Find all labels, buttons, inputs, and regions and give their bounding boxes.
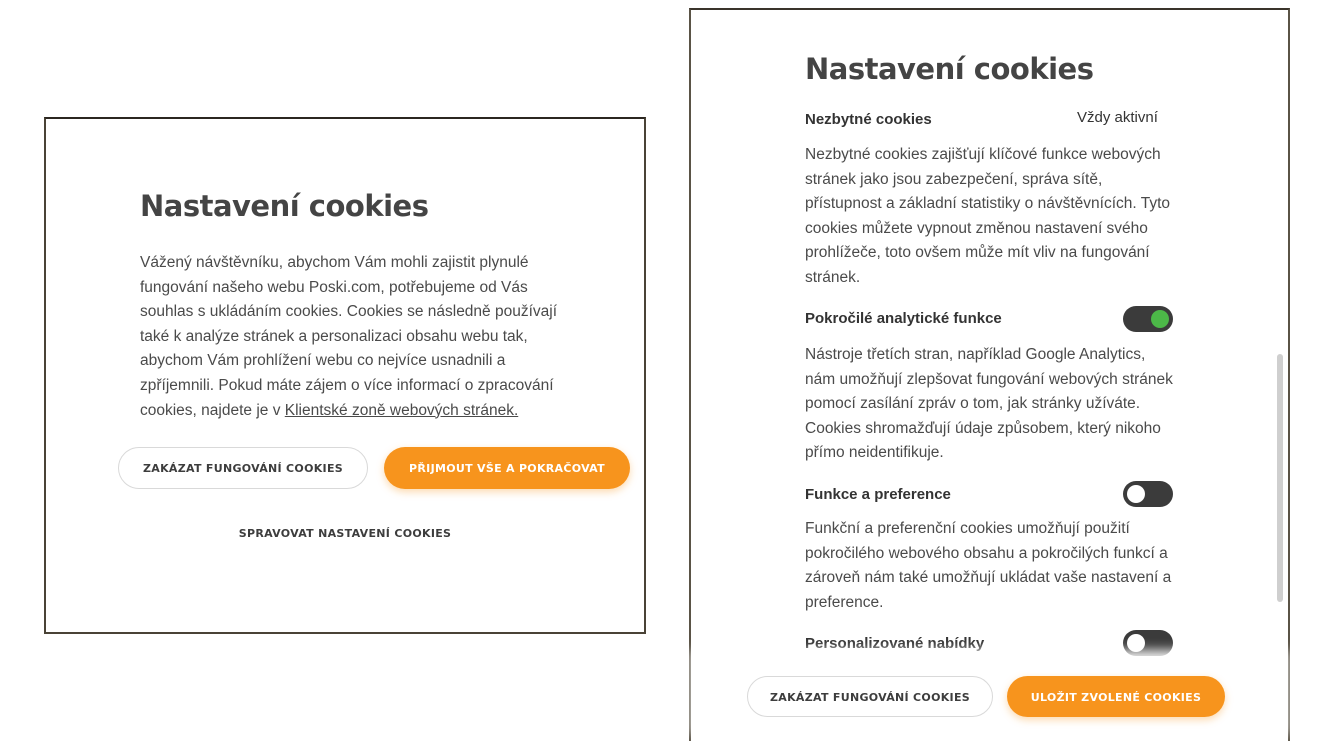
preferences-toggle[interactable] <box>1123 481 1173 507</box>
section-necessary-title: Nezbytné cookies <box>805 111 932 128</box>
section-analytics-title: Pokročilé analytické funkce <box>805 310 1002 327</box>
scrollbar-thumb[interactable] <box>1277 354 1283 602</box>
section-preferences-title: Funkce a preference <box>805 486 951 503</box>
section-necessary-description: Nezbytné cookies zajišťují klíčové funkce webových stránek jako jsou zabezpečení, správa sítě, přístupnost a základní statistiky o návštěvnících. Tyto cookies můžete vypnout změnou nastavení svého prohlížeče, toto ovšem může mít vliv na fungování stránek. <box>805 146 1171 286</box>
manage-settings-link[interactable]: SPRAVOVAT NASTAVENÍ COOKIES <box>238 527 452 540</box>
save-selected-button[interactable]: ULOŽIT ZVOLENÉ COOKIES <box>1007 676 1225 717</box>
accept-all-button[interactable]: PŘIJMOUT VŠE A POKRAČOVAT <box>384 447 630 489</box>
cookie-settings-dialog <box>689 8 1290 741</box>
toggle-knob <box>1127 634 1145 652</box>
settings-footer <box>691 656 1288 741</box>
reject-cookies-button[interactable]: ZAKÁZAT FUNGOVÁNÍ COOKIES <box>118 447 368 489</box>
toggle-knob <box>1151 310 1169 328</box>
settings-title: Nastavení cookies <box>805 52 1094 86</box>
analytics-toggle[interactable] <box>1123 306 1173 332</box>
reject-cookies-button[interactable]: ZAKÁZAT FUNGOVÁNÍ COOKIES <box>747 676 993 717</box>
page-title: Nastavení cookies <box>140 189 429 223</box>
toggle-knob <box>1127 485 1145 503</box>
section-personalised-title: Personalizované nabídky <box>805 635 985 652</box>
personalised-toggle[interactable] <box>1123 630 1173 656</box>
consent-description <box>140 251 570 423</box>
client-zone-link[interactable]: Klientské zoně webových stránek. <box>284 401 519 419</box>
cookie-consent-dialog <box>44 117 646 634</box>
consent-text: Vážený návštěvníku, abychom Vám mohli zajistit plynulé fungování našeho webu Poski.com, potřebujeme od Vás souhlas s ukládáním cookies. Cookies se následně používají také k analýze stránek a personalizaci obsahu webu tak, abychom Vám prohlížení webu co nejvíce usnadnili a zpříjemnili. Pokud máte zájem o více informací o zpracování cookies, najdete je v <box>140 254 558 419</box>
section-analytics-description: Nástroje třetích stran, například Google Analytics, nám umožňují zlepšovat fungování webových stránek pomocí zasílání zpráv o tom, jak stránky užíváte. Cookies shromažďují údaje způsobem, který nikoho přímo neidentifikuje. <box>805 346 1173 462</box>
section-preferences-description: Funkční a preferenční cookies umožňují použití pokročilého webového obsahu a pokročilých funkcí a zároveň nám také umožňují ukládat vaše nastavení a preference. <box>805 520 1172 611</box>
always-active-label: Vždy aktivní <box>1077 109 1158 126</box>
